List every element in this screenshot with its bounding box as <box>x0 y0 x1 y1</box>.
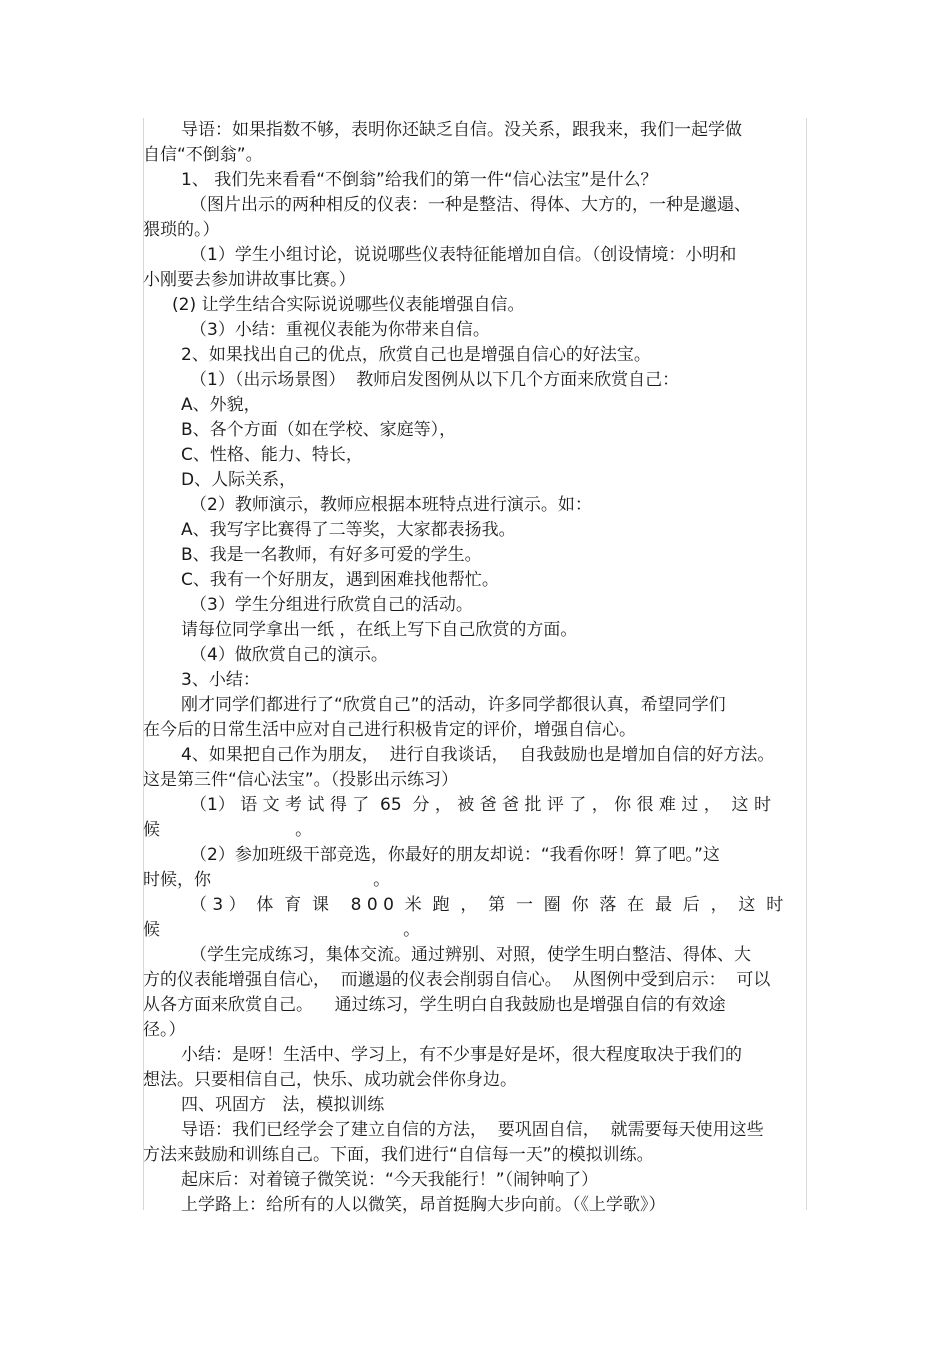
text-line: （学生完成练习，集体交流。通过辨别、对照，使学生明白整洁、得体、大 <box>190 945 751 965</box>
text-line: 径。） <box>143 1020 186 1040</box>
text-line: （1） 语 文 考 试 得 了 65 分 ， 被 爸 爸 批 评 了 ， 你 很 难 过 ， 这 时 <box>190 795 771 815</box>
text-line: 请每位同学拿出一纸 ，在纸上写下自己欣赏的方面。 <box>181 620 578 640</box>
text-line: 小结：是呀！生活中、学习上，有不少事是好是坏，很大程度取决于我们的 <box>181 1045 742 1065</box>
text-line: 1、 我们先来看看“不倒翁”给我们的第一件“信心法宝”是什么？ <box>181 170 658 190</box>
text-line: 候 。 <box>143 820 313 840</box>
text-line: 起床后：对着镜子微笑说：“今天我能行！”（闹钟响了） <box>181 1170 599 1190</box>
text-line: （图片出示的两种相反的仪表：一种是整洁、得体、大方的，一种是邋遢、 <box>190 195 751 215</box>
text-line: 小刚要去参加讲故事比赛。） <box>143 270 356 290</box>
text-line: （4）做欣赏自己的演示。 <box>190 645 388 665</box>
text-line: 四、巩固方 法，模拟训练 <box>181 1095 385 1115</box>
text-line: 导语：我们已经学会了建立自信的方法， 要巩固自信， 就需要每天使用这些 <box>181 1120 764 1140</box>
text-line: （1）（出示场景图） 教师启发图例从以下几个方面来欣赏自己： <box>190 370 680 390</box>
text-line: 方的仪表能增强自信心， 而邋遢的仪表会削弱自信心。 从图例中受到启示： 可以 <box>143 970 771 990</box>
text-line: 4、如果把自己作为朋友， 进行自我谈话， 自我鼓励也是增加自信的好方法。 <box>181 745 775 765</box>
text-line: (2) 让学生结合实际说说哪些仪表能增强自信。 <box>172 295 525 315</box>
text-line: B、各个方面（如在学校、家庭等）， <box>181 420 457 440</box>
text-line: 方法来鼓励和训练自己。下面，我们进行“自信每一天”的模拟训练。 <box>143 1145 654 1165</box>
text-line: 想法。只要相信自己，快乐、成功就会伴你身边。 <box>143 1070 517 1090</box>
text-line: 2、如果找出自己的优点，欣赏自己也是增强自信心的好法宝。 <box>181 345 651 365</box>
text-line: B、我是一名教师，有好多可爱的学生。 <box>181 545 482 565</box>
text-line: 刚才同学们都进行了“欣赏自己”的活动，许多同学都很认真，希望同学们 <box>181 695 726 715</box>
text-line: （1）学生小组讨论，说说哪些仪表特征能增加自信。（创设情境：小明和 <box>190 245 737 265</box>
text-line: 在今后的日常生活中应对自己进行积极肯定的评价，增强自信心。 <box>143 720 636 740</box>
text-line: （ 3 ） 体 育 课 8 0 0 米 跑 ， 第 一 圈 你 落 在 最 后 ， 这 时 <box>190 895 784 915</box>
text-line: （3）小结：重视仪表能为你带来自信。 <box>190 320 490 340</box>
text-line: 上学路上：给所有的人以微笑，昂首挺胸大步向前。（《上学歌》） <box>181 1195 666 1215</box>
text-line: （2）教师演示，教师应根据本班特点进行演示。如： <box>190 495 592 515</box>
text-line: （2）参加班级干部竞选，你最好的朋友却说：“我看你呀！算了吧。”这 <box>190 845 720 865</box>
text-line: A、我写字比赛得了二等奖，大家都表扬我。 <box>181 520 516 540</box>
text-line: C、性格、能力、特长， <box>181 445 363 465</box>
text-line: 3、小结： <box>181 670 260 690</box>
text-line: 从各方面来欣赏自己。 通过练习，学生明白自我鼓励也是增强自信的有效途 <box>143 995 726 1015</box>
text-line: （3）学生分组进行欣赏自己的活动。 <box>190 595 473 615</box>
text-line: 猥琐的。） <box>143 220 220 240</box>
text-line: D、人际关系， <box>181 470 297 490</box>
text-line: 候 。 <box>143 920 421 940</box>
text-line: C、我有一个好朋友，遇到困难找他帮忙。 <box>181 570 499 590</box>
text-line: 这是第三件“信心法宝”。（投影出示练习） <box>143 770 459 790</box>
text-line: A、外貌， <box>181 395 261 415</box>
text-line: 时候，你 。 <box>143 870 391 890</box>
text-line: 导语：如果指数不够，表明你还缺乏自信。没关系，跟我来，我们一起学做 <box>181 120 742 140</box>
text-line: 自信“不倒翁”。 <box>143 145 263 165</box>
